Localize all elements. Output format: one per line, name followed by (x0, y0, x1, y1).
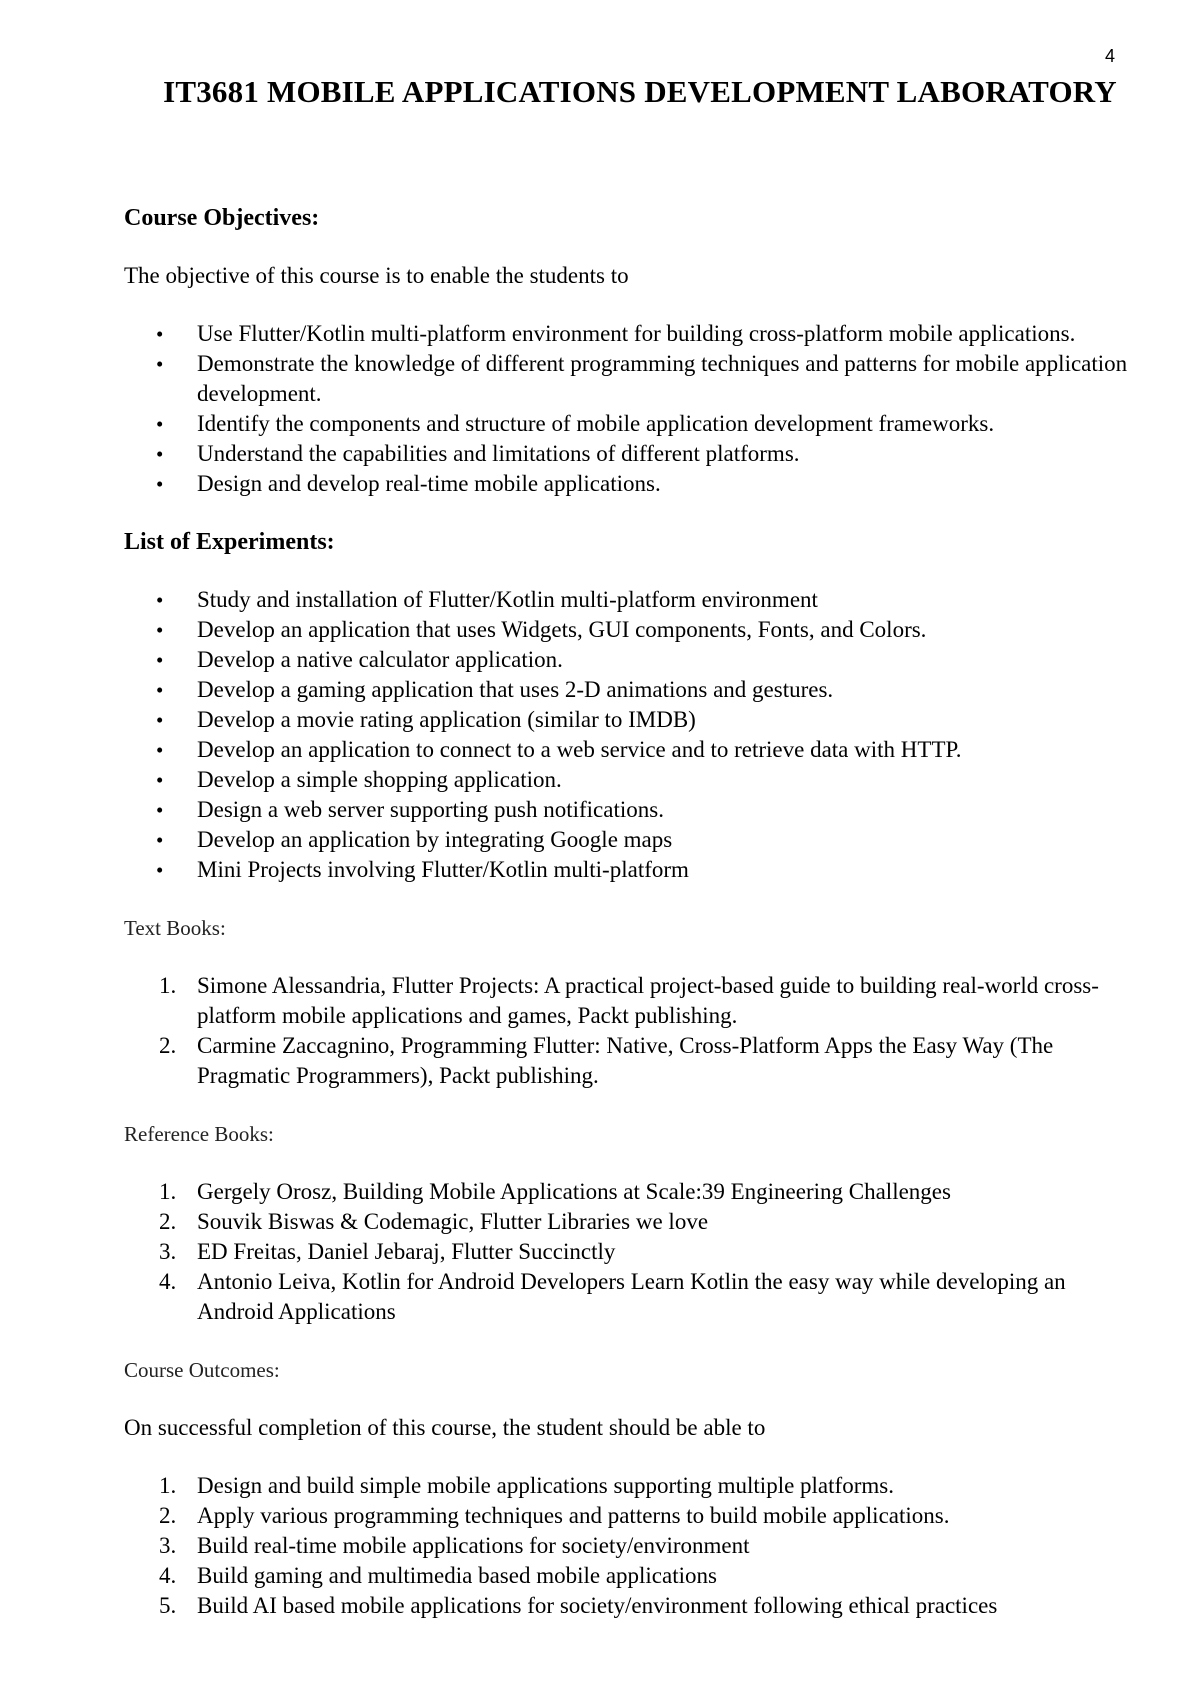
list-item (124, 469, 1134, 499)
list-item (124, 1177, 1134, 1207)
list-item (124, 439, 1134, 469)
experiment-text: Develop an application to connect to a web service and to retrieve data with HTTP. (197, 737, 962, 762)
text-books-section (124, 913, 1134, 1091)
text-books-list (124, 971, 1134, 1091)
experiment-text: Study and installation of Flutter/Kotlin multi-platform environment (197, 587, 818, 612)
list-item (124, 615, 1134, 645)
objective-text: Identify the components and structure of mobile application development frameworks. (197, 411, 995, 436)
experiment-text: Develop a simple shopping application. (197, 767, 562, 792)
list-item (124, 735, 1134, 765)
number-marker: 1. (159, 1473, 177, 1498)
list-item (124, 1267, 1134, 1327)
book-text: Gergely Orosz, Building Mobile Applications at Scale:39 Engineering Challenges (197, 1179, 951, 1204)
bullet-marker: • (156, 798, 164, 822)
list-item (124, 705, 1134, 735)
experiments-list (124, 585, 1134, 885)
bullet-marker: • (156, 322, 164, 346)
list-item (124, 349, 1134, 409)
reference-books-heading: Reference Books: (124, 1122, 274, 1146)
list-item (124, 765, 1134, 795)
book-text: Antonio Leiva, Kotlin for Android Developers Learn Kotlin the easy way while developing an Android Applications (197, 1269, 1066, 1324)
experiment-text: Develop an application that uses Widgets, GUI components, Fonts, and Colors. (197, 617, 927, 642)
course-objectives-section (124, 203, 1134, 499)
course-outcomes-intro: On successful completion of this course, the student should be able to (124, 1415, 766, 1440)
list-item (124, 1501, 1134, 1531)
list-item (124, 1471, 1134, 1501)
course-outcomes-list (124, 1471, 1134, 1621)
reference-books-list (124, 1177, 1134, 1327)
bullet-marker: • (156, 352, 164, 376)
bullet-marker: • (156, 412, 164, 436)
outcome-text: Build AI based mobile applications for society/environment following ethical practices (197, 1593, 998, 1618)
list-item (124, 795, 1134, 825)
objective-text: Design and develop real-time mobile applications. (197, 471, 661, 496)
course-outcomes-heading: Course Outcomes: (124, 1358, 280, 1382)
bullet-marker: • (156, 858, 164, 882)
experiment-text: Develop a movie rating application (similar to IMDB) (197, 707, 696, 732)
list-item (124, 645, 1134, 675)
course-objectives-intro: The objective of this course is to enable the students to (124, 263, 629, 288)
number-marker: 3. (159, 1533, 177, 1558)
number-marker: 4. (159, 1563, 177, 1588)
list-item (124, 1031, 1134, 1091)
number-marker: 2. (159, 1209, 177, 1234)
objective-text: Understand the capabilities and limitations of different platforms. (197, 441, 800, 466)
experiment-text: Design a web server supporting push notifications. (197, 797, 664, 822)
list-item (124, 1591, 1134, 1621)
reference-books-section (124, 1119, 1134, 1327)
list-item (124, 409, 1134, 439)
experiment-text: Develop a native calculator application. (197, 647, 563, 672)
number-marker: 5. (159, 1593, 177, 1618)
number-marker: 4. (159, 1269, 177, 1294)
course-outcomes-section (124, 1355, 1134, 1621)
list-item (124, 825, 1134, 855)
number-marker: 2. (159, 1033, 177, 1058)
bullet-marker: • (156, 588, 164, 612)
bullet-marker: • (156, 648, 164, 672)
number-marker: 3. (159, 1239, 177, 1264)
bullet-marker: • (156, 708, 164, 732)
bullet-marker: • (156, 768, 164, 792)
book-text: Carmine Zaccagnino, Programming Flutter: Native, Cross-Platform Apps the Easy Way (The Pragmatic Programmers), Packt publishing. (197, 1033, 1054, 1088)
experiments-heading: List of Experiments: (124, 529, 335, 555)
course-objectives-heading: Course Objectives: (124, 205, 320, 231)
book-text: ED Freitas, Daniel Jebaraj, Flutter Succinctly (197, 1239, 616, 1264)
objective-text: Demonstrate the knowledge of different programming techniques and patterns for mobile application development. (197, 351, 1128, 406)
outcome-text: Design and build simple mobile applications supporting multiple platforms. (197, 1473, 894, 1498)
bullet-marker: • (156, 738, 164, 762)
list-item (124, 855, 1134, 885)
list-item (124, 1531, 1134, 1561)
page-number: 4 (1104, 46, 1115, 66)
list-item (124, 319, 1134, 349)
objective-text: Use Flutter/Kotlin multi-platform environment for building cross-platform mobile applications. (197, 321, 1076, 346)
list-item (124, 971, 1134, 1031)
text-books-heading: Text Books: (124, 916, 226, 940)
course-objectives-list (124, 319, 1134, 499)
outcome-text: Apply various programming techniques and patterns to build mobile applications. (197, 1503, 950, 1528)
experiments-section (124, 527, 1134, 885)
book-text: Souvik Biswas & Codemagic, Flutter Libraries we love (197, 1209, 709, 1234)
number-marker: 1. (159, 1179, 177, 1204)
bullet-marker: • (156, 472, 164, 496)
number-marker: 1. (159, 973, 177, 998)
experiment-text: Mini Projects involving Flutter/Kotlin multi-platform (197, 857, 689, 882)
book-text: Simone Alessandria, Flutter Projects: A practical project-based guide to building real-world cross-platform mobile applications and games, Packt publishing. (197, 973, 1099, 1028)
list-item (124, 675, 1134, 705)
list-item (124, 1207, 1134, 1237)
experiment-text: Develop a gaming application that uses 2-D animations and gestures. (197, 677, 834, 702)
bullet-marker: • (156, 442, 164, 466)
bullet-marker: • (156, 618, 164, 642)
outcome-text: Build gaming and multimedia based mobile applications (197, 1563, 717, 1588)
number-marker: 2. (159, 1503, 177, 1528)
list-item (124, 585, 1134, 615)
document-title: IT3681 MOBILE APPLICATIONS DEVELOPMENT LABORATORY (163, 74, 1117, 109)
list-item (124, 1561, 1134, 1591)
experiment-text: Develop an application by integrating Google maps (197, 827, 673, 852)
bullet-marker: • (156, 678, 164, 702)
outcome-text: Build real-time mobile applications for society/environment (197, 1533, 750, 1558)
document-body (124, 203, 1134, 1621)
list-item (124, 1237, 1134, 1267)
bullet-marker: • (156, 828, 164, 852)
